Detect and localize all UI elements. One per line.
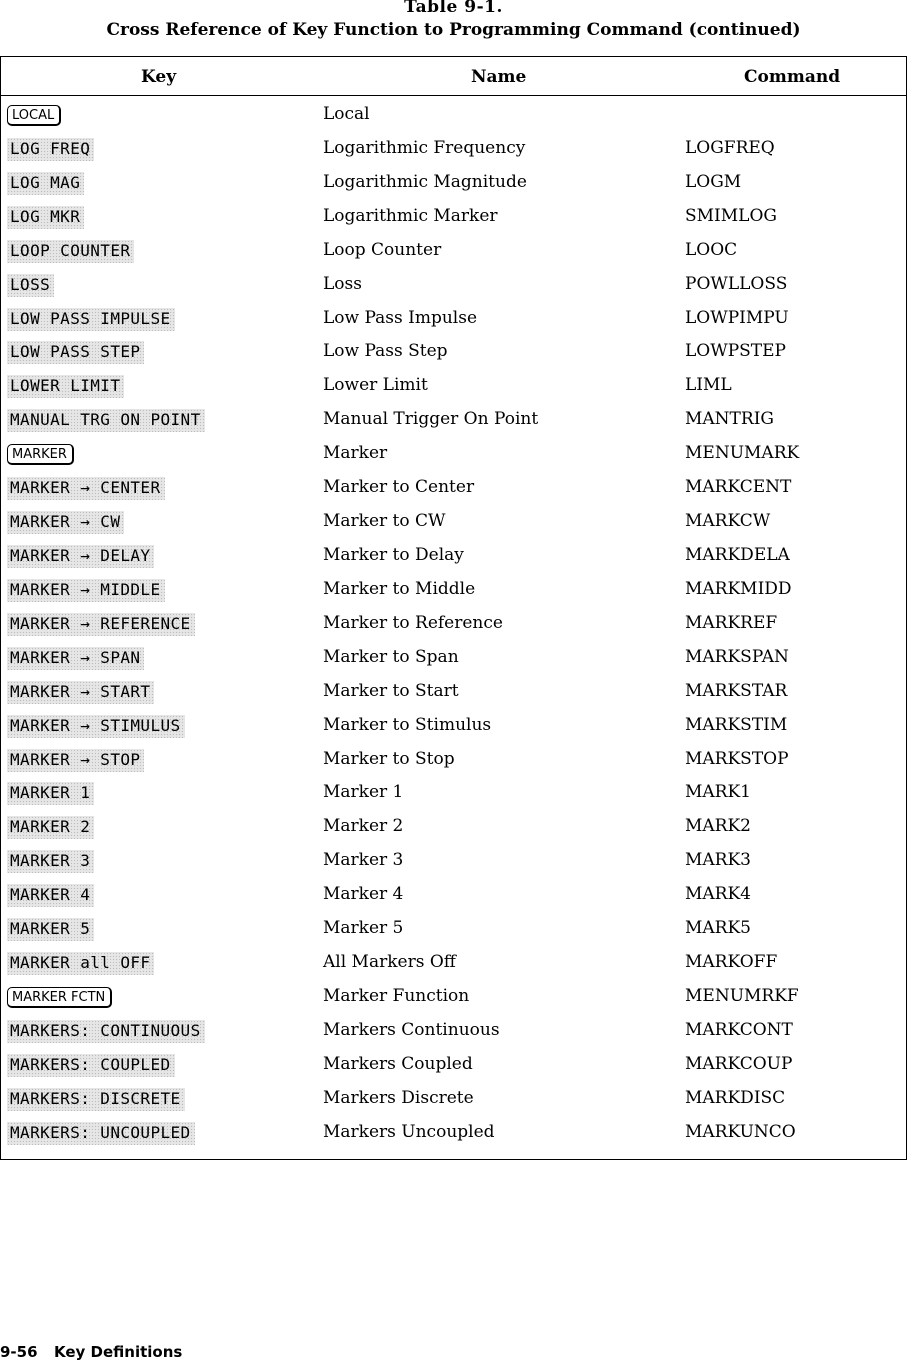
key-cell bbox=[7, 1088, 185, 1111]
command-cell: MARK2 bbox=[685, 816, 751, 837]
table-row bbox=[1, 1012, 906, 1046]
key-cell bbox=[7, 715, 185, 738]
command-cell: MARK3 bbox=[685, 850, 751, 871]
command-cell: MARKCONT bbox=[685, 1019, 793, 1040]
cross-reference-table bbox=[0, 56, 907, 1160]
table-row bbox=[1, 842, 906, 876]
table-row bbox=[1, 1114, 906, 1148]
key-cell bbox=[7, 579, 165, 602]
softkey-label: MARKERS: COUPLED bbox=[7, 1054, 175, 1077]
softkey-label: MARKER 3 bbox=[7, 850, 94, 873]
command-cell: LOGM bbox=[685, 171, 742, 192]
name-cell: Marker to Delay bbox=[323, 544, 464, 565]
name-cell: Markers Continuous bbox=[323, 1019, 500, 1040]
table-row bbox=[1, 707, 906, 741]
command-cell: MENUMARK bbox=[685, 443, 800, 464]
command-cell: MARKSTOP bbox=[685, 748, 789, 769]
softkey-label: MARKER 5 bbox=[7, 918, 94, 941]
softkey-label: LOOP COUNTER bbox=[7, 240, 134, 263]
column-header-name: Name bbox=[471, 67, 527, 87]
key-cell bbox=[7, 647, 144, 670]
name-cell: Marker to Span bbox=[323, 646, 459, 667]
table-row bbox=[1, 96, 906, 130]
command-cell: SMIMLOG bbox=[685, 205, 777, 226]
key-cell bbox=[7, 1122, 195, 1145]
key-cell bbox=[7, 375, 124, 398]
key-cell bbox=[7, 749, 144, 772]
key-cell bbox=[7, 172, 84, 195]
softkey-label: MARKER 2 bbox=[7, 816, 94, 839]
softkey-label: MARKER → CENTER bbox=[7, 477, 165, 500]
name-cell: Logarithmic Magnitude bbox=[323, 171, 527, 192]
softkey-label: MARKERS: CONTINUOUS bbox=[7, 1020, 205, 1043]
softkey-label: MANUAL TRG ON POINT bbox=[7, 409, 205, 432]
command-cell: MENUMRKF bbox=[685, 985, 799, 1006]
key-cell bbox=[7, 274, 54, 297]
table-row bbox=[1, 1080, 906, 1114]
table-row bbox=[1, 300, 906, 334]
section-title: Key Definitions bbox=[54, 1343, 183, 1361]
command-cell: MARKUNCO bbox=[685, 1121, 796, 1142]
command-cell: POWLLOSS bbox=[685, 273, 788, 294]
command-cell: MANTRIG bbox=[685, 409, 774, 430]
softkey-label: MARKER → STIMULUS bbox=[7, 715, 185, 738]
table-row bbox=[1, 808, 906, 842]
table-row bbox=[1, 639, 906, 673]
key-cell bbox=[7, 545, 154, 568]
table-row bbox=[1, 571, 906, 605]
key-cell bbox=[7, 240, 134, 263]
name-cell: Low Pass Step bbox=[323, 341, 448, 362]
name-cell: Low Pass Impulse bbox=[323, 307, 478, 328]
table-row bbox=[1, 1046, 906, 1080]
key-cell bbox=[7, 1020, 205, 1043]
softkey-label: LOW PASS STEP bbox=[7, 341, 144, 364]
softkey-label: LOW PASS IMPULSE bbox=[7, 308, 175, 331]
name-cell: Local bbox=[323, 104, 370, 124]
name-cell: Marker to Stop bbox=[323, 748, 455, 769]
key-cell bbox=[7, 206, 84, 229]
hardkey-label: MARKER bbox=[7, 444, 74, 465]
name-cell: Manual Trigger On Point bbox=[323, 409, 539, 430]
softkey-label: LOG MAG bbox=[7, 172, 84, 195]
command-cell: MARKDELA bbox=[685, 544, 790, 565]
command-cell: LOWPIMPU bbox=[685, 307, 789, 328]
table-row bbox=[1, 910, 906, 944]
command-cell: MARK4 bbox=[685, 884, 751, 905]
command-cell: MARKSPAN bbox=[685, 646, 789, 667]
name-cell: Marker to Stimulus bbox=[323, 714, 492, 735]
command-cell: LOOC bbox=[685, 239, 738, 260]
name-cell: Marker bbox=[323, 443, 388, 464]
key-cell bbox=[7, 850, 94, 873]
column-header-key: Key bbox=[141, 67, 177, 87]
name-cell: Marker 3 bbox=[323, 850, 404, 871]
softkey-label: MARKER → CW bbox=[7, 511, 124, 534]
table-number: Table 9-1. bbox=[404, 0, 503, 17]
name-cell: Marker to Start bbox=[323, 680, 459, 701]
table-row bbox=[1, 605, 906, 639]
table-row bbox=[1, 741, 906, 775]
key-cell bbox=[7, 952, 154, 975]
table-header bbox=[1, 57, 906, 96]
table-row bbox=[1, 469, 906, 503]
name-cell: Marker 2 bbox=[323, 816, 404, 837]
name-cell: Markers Discrete bbox=[323, 1087, 474, 1108]
name-cell: Marker to Middle bbox=[323, 578, 476, 599]
softkey-label: MARKER all OFF bbox=[7, 952, 154, 975]
table-row bbox=[1, 130, 906, 164]
table-row bbox=[1, 435, 906, 469]
name-cell: Loop Counter bbox=[323, 239, 442, 260]
table-row bbox=[1, 503, 906, 537]
table-title: Cross Reference of Key Function to Programming Command (continued) bbox=[106, 20, 801, 40]
table-row bbox=[1, 774, 906, 808]
table-row bbox=[1, 198, 906, 232]
command-cell: MARKSTAR bbox=[685, 680, 788, 701]
softkey-label: MARKER → DELAY bbox=[7, 545, 154, 568]
name-cell: Markers Uncoupled bbox=[323, 1121, 495, 1142]
name-cell: Marker 4 bbox=[323, 884, 404, 905]
hardkey-label: MARKER FCTN bbox=[7, 987, 112, 1008]
key-cell bbox=[7, 477, 165, 500]
table-row bbox=[1, 333, 906, 367]
name-cell: Marker 1 bbox=[323, 782, 404, 803]
command-cell: MARK1 bbox=[685, 782, 751, 803]
table-row bbox=[1, 537, 906, 571]
key-cell bbox=[7, 341, 144, 364]
softkey-label: LOG FREQ bbox=[7, 138, 94, 161]
command-cell: MARKOFF bbox=[685, 952, 778, 973]
key-cell bbox=[7, 409, 205, 432]
command-cell: MARKMIDD bbox=[685, 578, 792, 599]
softkey-label: MARKER → MIDDLE bbox=[7, 579, 165, 602]
key-cell bbox=[7, 918, 94, 941]
table-row bbox=[1, 978, 906, 1012]
name-cell: Lower Limit bbox=[323, 375, 428, 396]
name-cell: Markers Coupled bbox=[323, 1053, 473, 1074]
name-cell: Marker 5 bbox=[323, 918, 404, 939]
command-cell: MARK5 bbox=[685, 918, 751, 939]
key-cell bbox=[7, 308, 175, 331]
softkey-label: LOWER LIMIT bbox=[7, 375, 124, 398]
command-cell: MARKCENT bbox=[685, 477, 792, 498]
name-cell: Marker to Center bbox=[323, 477, 475, 498]
table-row bbox=[1, 401, 906, 435]
softkey-label: LOG MKR bbox=[7, 206, 84, 229]
command-cell: MARKREF bbox=[685, 612, 778, 633]
command-cell: MARKCOUP bbox=[685, 1053, 793, 1074]
command-cell: LIML bbox=[685, 375, 732, 396]
key-cell bbox=[7, 986, 112, 1008]
name-cell: Marker to CW bbox=[323, 511, 446, 532]
softkey-label: MARKER → SPAN bbox=[7, 647, 144, 670]
key-cell bbox=[7, 884, 94, 907]
key-cell bbox=[7, 613, 195, 636]
key-cell bbox=[7, 511, 124, 534]
name-cell: Logarithmic Frequency bbox=[323, 137, 526, 158]
command-cell: LOWPSTEP bbox=[685, 341, 786, 362]
key-cell bbox=[7, 681, 154, 704]
table-row bbox=[1, 232, 906, 266]
softkey-label: MARKERS: DISCRETE bbox=[7, 1088, 185, 1111]
command-cell: MARKCW bbox=[685, 511, 771, 532]
command-cell: LOGFREQ bbox=[685, 137, 775, 158]
name-cell: Logarithmic Marker bbox=[323, 205, 498, 226]
softkey-label: LOSS bbox=[7, 274, 54, 297]
command-cell: MARKSTIM bbox=[685, 714, 788, 735]
key-cell bbox=[7, 1054, 175, 1077]
key-cell bbox=[7, 138, 94, 161]
page-number: 9-56 bbox=[0, 1343, 38, 1361]
table-row bbox=[1, 944, 906, 978]
column-header-command: Command bbox=[744, 67, 841, 87]
key-cell bbox=[7, 816, 94, 839]
name-cell: Loss bbox=[323, 273, 362, 294]
table-row bbox=[1, 367, 906, 401]
table-row bbox=[1, 876, 906, 910]
softkey-label: MARKERS: UNCOUPLED bbox=[7, 1122, 195, 1145]
softkey-label: MARKER 1 bbox=[7, 782, 94, 805]
table-row bbox=[1, 164, 906, 198]
key-cell bbox=[7, 782, 94, 805]
table-row bbox=[1, 673, 906, 707]
key-cell bbox=[7, 104, 61, 126]
name-cell: Marker Function bbox=[323, 985, 470, 1006]
name-cell: Marker to Reference bbox=[323, 612, 503, 633]
softkey-label: MARKER → STOP bbox=[7, 749, 144, 772]
softkey-label: MARKER → REFERENCE bbox=[7, 613, 195, 636]
hardkey-label: LOCAL bbox=[7, 105, 61, 126]
command-cell: MARKDISC bbox=[685, 1087, 786, 1108]
softkey-label: MARKER 4 bbox=[7, 884, 94, 907]
table-row bbox=[1, 266, 906, 300]
name-cell: All Markers Off bbox=[323, 952, 456, 973]
softkey-label: MARKER → START bbox=[7, 681, 154, 704]
key-cell bbox=[7, 443, 74, 465]
table-body bbox=[1, 96, 906, 1148]
